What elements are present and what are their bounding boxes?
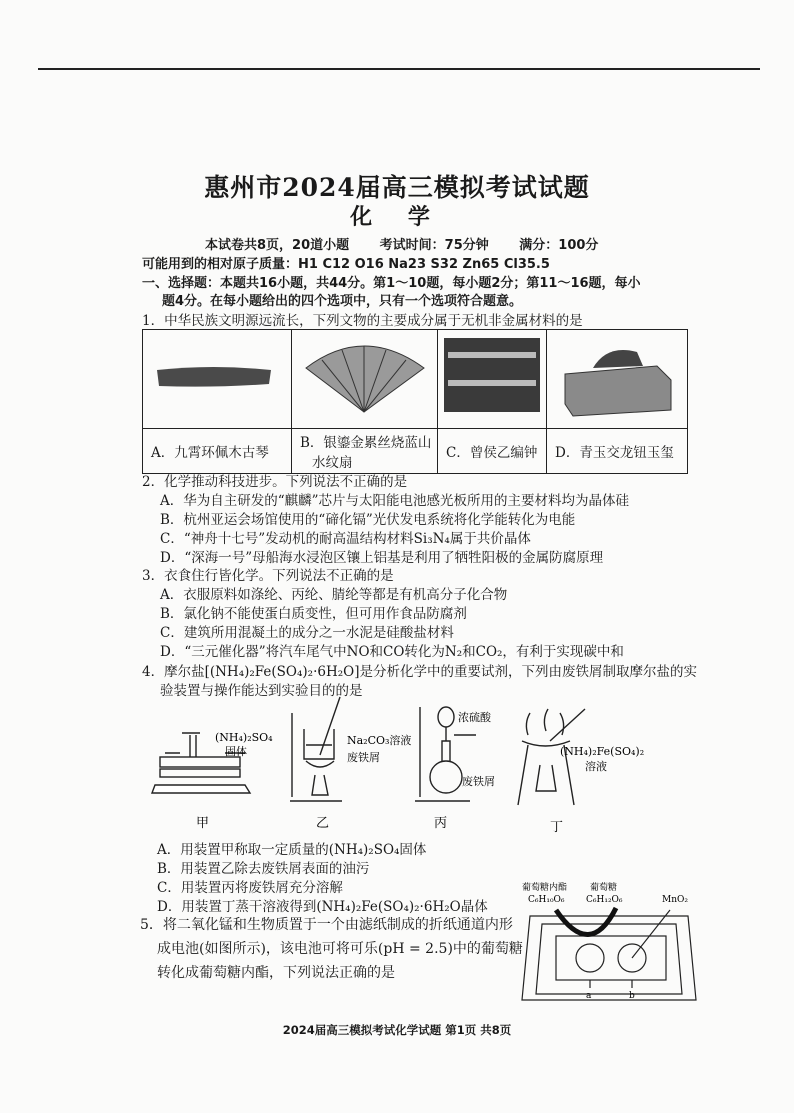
q2-option-c: C．“神舟十七号”发动机的耐高温结构材料Si₃N₄属于共价晶体 — [160, 531, 531, 547]
q4-option-d: D．用装置丁蒸干溶液得到(NH₄)₂Fe(SO₄)₂·6H₂O晶体 — [157, 899, 488, 915]
bells-image — [438, 330, 547, 429]
q5-stem-2: 成电池(如图所示)，该电池可将可乐(pH = 2.5)中的葡萄糖 — [157, 941, 523, 957]
q1-option-d: D．青玉交龙钮玉玺 — [547, 429, 688, 474]
q4-stem-2: 验装置与操作能达到实验目的的是 — [160, 683, 363, 699]
q4-option-a: A．用装置甲称取一定质量的(NH₄)₂SO₄固体 — [157, 842, 427, 858]
oxidant-label: MnO₂ — [662, 895, 688, 905]
q3-stem: 3．衣食住行皆化学。下列说法不正确的是 — [142, 568, 394, 584]
reactant-formula: C₆H₁₂O₆ — [586, 895, 623, 905]
q1-stem: 1．中华民族文明源远流长，下列文物的主要成分属于无机非金属材料的是 — [142, 313, 583, 329]
exam-time: 考试时间：75分钟 — [379, 238, 489, 253]
exam-pages: 本试卷共8页，20道小题 — [205, 238, 350, 253]
q2-option-a: A．华为自主研发的“麒麟”芯片与太阳能电池感光板所用的主要材料均为晶体硅 — [160, 493, 630, 509]
bing-acid-label: 浓硫酸 — [458, 711, 491, 724]
yi-solid-label: 废铁屑 — [347, 751, 380, 764]
section-instructions-2: 题4分。在每小题给出的四个选项中，只有一个选项符合题意。 — [162, 294, 523, 309]
seal-picture — [547, 330, 687, 424]
q2-option-b: B．杭州亚运会场馆使用的“碲化镉”光伏发电系统将化学能转化为电能 — [160, 512, 576, 528]
page-footer: 2024届高三模拟考试化学试题 第1页 共8页 — [282, 1023, 512, 1037]
q1-option-b-line2: 水纹扇 — [312, 455, 353, 471]
q5-stem-3: 转化成葡萄糖内酯，下列说法正确的是 — [157, 965, 395, 981]
ding-solution-label: (NH₄)₂Fe(SO₄)₂ — [560, 745, 645, 758]
ding-solution-label-2: 溶液 — [585, 760, 607, 773]
exam-info — [205, 234, 624, 253]
product-formula: C₆H₁₀O₆ — [528, 895, 565, 905]
q1-options-table — [142, 329, 688, 474]
q4-option-b: B．用装置乙除去废铁屑表面的油污 — [157, 861, 370, 877]
exam-title: 惠州市2024届高三模拟考试试题 — [204, 173, 590, 202]
product-label: 葡萄糖内酯 — [522, 883, 568, 893]
jia-reagent-label: (NH₄)₂SO₄ — [215, 731, 273, 744]
electrode-a-label: a — [586, 991, 592, 1001]
jia-reagent-label-2: 固体 — [225, 745, 247, 758]
q2-stem: 2．化学推动科技进步。下列说法不正确的是 — [142, 474, 408, 490]
q4-option-c: C．用装置丙将废铁屑充分溶解 — [157, 880, 343, 896]
guqin-picture — [143, 330, 291, 424]
q1-option-a: A．九霄环佩木古琴 — [143, 429, 292, 474]
q1-option-b-line1: B．银鎏金累丝烧蓝山 — [300, 435, 432, 451]
q3-option-d: D．“三元催化器”将汽车尾气中NO和CO转化为N₂和CO₂，有利于实现碳中和 — [160, 644, 624, 660]
bing-solid-label: 废铁屑 — [462, 775, 495, 788]
q1-option-b — [292, 429, 438, 474]
qin-image — [143, 330, 292, 429]
yi-solution-label: Na₂CO₃溶液 — [347, 734, 412, 747]
q3-option-a: A．衣服原料如涤纶、丙纶、腈纶等都是有机高分子化合物 — [160, 587, 508, 603]
q5-stem: 5．将二氧化锰和生物质置于一个由滤纸制成的折纸通道内形 — [140, 917, 513, 933]
q3-option-b: B．氯化钠不能使蛋白质变性，但可用作食品防腐剂 — [160, 606, 467, 622]
caption-bing: 丙 — [434, 816, 448, 831]
section-instructions-1: 一、选择题：本题共16小题，共44分。第1～10题，每小题2分；第11～16题，每小 — [142, 276, 641, 291]
q5-battery-figure — [520, 880, 700, 1010]
q3-option-c: C．建筑所用混凝土的成分之一水泥是硅酸盐材料 — [160, 625, 454, 641]
q1-option-c: C．曾侯乙编钟 — [438, 429, 547, 474]
electrode-b-label: b — [629, 991, 635, 1001]
reactant-label: 葡萄糖 — [590, 883, 618, 893]
bells-picture — [438, 330, 546, 424]
atomic-masses: 可能用到的相对原子质量：H1 C12 O16 Na23 S32 Zn65 Cl35.5 — [142, 257, 550, 272]
q4-stem: 4．摩尔盐[(NH₄)₂Fe(SO₄)₂·6H₂O]是分析化学中的重要试剂，下列由废铁屑制取摩尔盐的实 — [142, 664, 697, 680]
caption-ding: 丁 — [550, 820, 564, 835]
fan-image — [292, 330, 438, 429]
subject-title: 化 学 — [350, 204, 444, 230]
q4-apparatus-figure — [0, 695, 794, 835]
caption-jia: 甲 — [196, 816, 210, 831]
caption-yi: 乙 — [316, 816, 330, 831]
seal-image — [547, 330, 688, 429]
q2-option-d: D．“深海一号”母船海水浸泡区镶上铝基是利用了牺牲阳极的金属防腐原理 — [160, 550, 604, 566]
scan-edge-line — [38, 68, 760, 70]
exam-score: 满分：100分 — [519, 238, 599, 253]
fan-picture — [292, 330, 437, 424]
